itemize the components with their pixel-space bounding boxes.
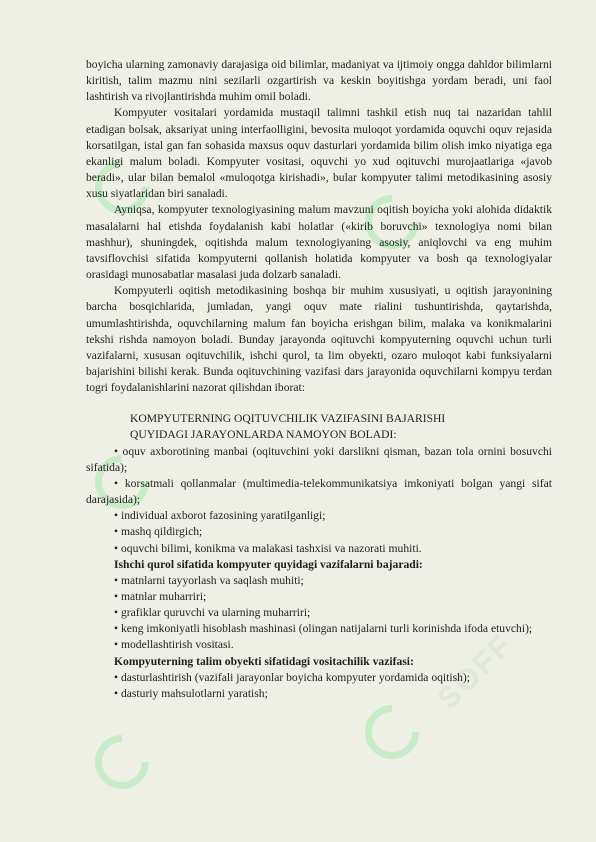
bullet-icon: • (114, 573, 119, 587)
list-item: • mashq qildirgich; (114, 525, 203, 539)
list-item: • individual axborot fazosining yaratilganligi; (114, 509, 326, 523)
document-body (86, 57, 552, 702)
bullet-icon: • (114, 670, 119, 684)
bullet-icon: • (114, 509, 119, 523)
list-item: • keng imkoniyatli hisoblash mashinasi (olingan natijalarni turli korinishda ifoda etuvchi); (114, 622, 533, 636)
list-item: • modellashtirish vositasi. (114, 638, 234, 652)
list-item: • dasturlashtirish (vazifali jarayonlar boyicha kompyuter yordamida oqitish); (114, 670, 470, 684)
bullet-icon: • (114, 525, 119, 539)
watermark-text: SOFF (431, 627, 520, 716)
section-heading-line: KOMPYUTERNING OQITUVCHILIK VAZIFASINI BAJARISHI (130, 412, 446, 426)
bullet-icon: • (114, 686, 119, 700)
list-item: • korsatmali qollanmalar (multimedia-telekommunikatsiya imkoniyati bolgan yangi sifat darajasida); (86, 476, 552, 507)
paragraph: Kompyuter vositalari yordamida mustaqil talimni tashkil etish nuq tai nazaridan tahlil etadigan bolsak, aksariyat uning interfaolligini, bevosita muloqot yordamida oquvchi oquv rejasida korsatilgan, istal gan fan sohasida maxsus oquv dasturlari yordamida bilim olish imko niyatiga ega ekanligi malum boladi. Kompyuter vositasi, oquvchi yo xud oqituvchi murojaatlariga «javob beradi», ular bilan bemalol «muloqotga kirishadi», bular kompyuter talimi metodikasining asosiy xusu siyatlaridan biri sanaladi. (86, 106, 552, 201)
bullet-icon: • (114, 638, 119, 652)
bullet-icon: • (114, 444, 119, 458)
list-item: • oquv axborotining manbai (oqituvchini yoki darslikni qisman, bazan tola ornini bosuvchi sifatida); (86, 444, 552, 474)
paragraph: Ayniqsa, kompyuter texnologiyasining malum mavzuni oqitish boyicha yoki alohida didaktik masalalarni hal etishda foydalanish kabi holatlar («kirib boruvchi» texnologiya nomi bilan mashhur), shuningdek, oqitishda malum texnologiyaning asosiy, aniqlovchi va eng muhim tavsiflovchisi sifatida kompyuterni qollanish holatida kompyuter va bosh qa texnologiyalar orasidagi munosabatlar masalasi juda dolzarb sanaladi. (86, 203, 552, 282)
bullet-icon: • (114, 622, 119, 636)
list-item: • oquvchi bilimi, konikma va malakasi tashxisi va nazorati muhiti. (114, 541, 422, 555)
watermark-logo (84, 724, 160, 800)
list-item: • matnlar muharriri; (114, 590, 207, 603)
paragraph: boyicha ularning zamonaviy darajasiga oid bilimlar, madaniyat va ijtimoiy ongga dahldor bilimlarni kiritish, talim mazmu nini sezilarli ozgartirish va keskin boyitishga yordam beradi, uni faol lashtirish va rivojlantirishda muhim omil boladi. (86, 58, 552, 104)
bullet-icon: • (114, 476, 119, 490)
watermark-logo (354, 694, 430, 770)
list-item: • grafiklar quruvchi va ularning muharriri; (114, 606, 311, 620)
bullet-icon: • (114, 541, 119, 555)
bullet-icon: • (114, 606, 119, 620)
section-heading-line: QUYIDAGI JARAYONLARDA NAMOYON BOLADI: (130, 428, 397, 442)
subheading: Kompyuterning talim obyekti sifatidagi vositachilik vazifasi: (114, 654, 414, 668)
list-item: • matnlarni tayyorlash va saqlash muhiti; (114, 573, 304, 587)
paragraph: Kompyuterli oqitish metodikasining boshqa bir muhim xususiyati, u oqitish jarayonining barcha bosqichlarida, jumladan, yangi oquv mate rialini tushuntirishda, qaytarishda, umumlashtirishda, oquvchilarning malum fan boyicha erishgan bilim, malaka va konikmalarini tekshi rishda namoyon boladi. Bunday jarayonda oqituvchi kompyuterning oquvchi uchun turli vazifalarni, xususan oqituvchilik, ishchi qurol, ta lim obyekti, ozaro muloqot kabi funksiyalarni bajarishini bilishi kerak. Bunda oqituvchining vazifasi dars jarayonida oquvchilarni kompyu terdan togri foydalanishlarini nazorat qilishdan iborat: (86, 284, 552, 395)
subheading: Ishchi qurol sifatida kompyuter quyidagi vazifalarni bajaradi: (114, 557, 423, 571)
list-item: • dasturiy mahsulotlarni yaratish; (114, 686, 268, 700)
bullet-icon: • (114, 590, 119, 603)
